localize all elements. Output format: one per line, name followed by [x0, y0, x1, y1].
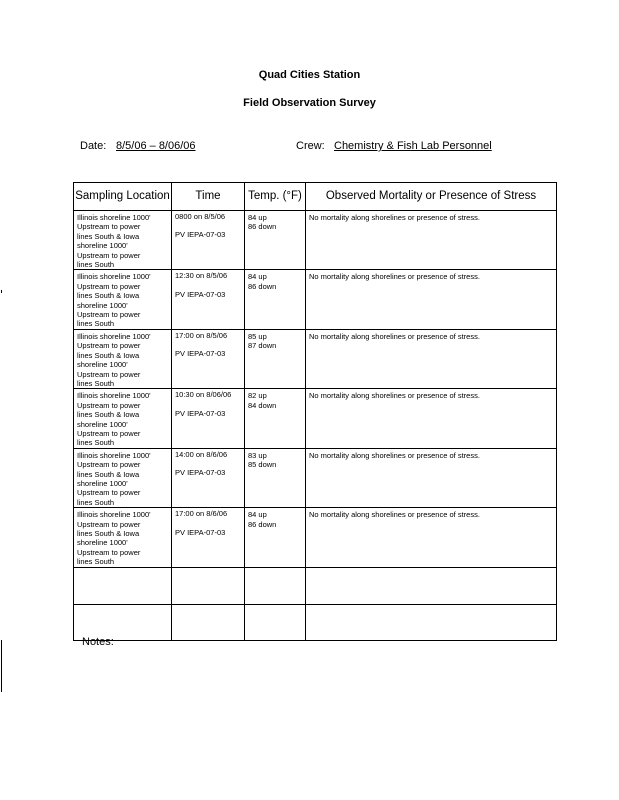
empty-cell [245, 567, 306, 604]
observation-cell: No mortality along shorelines or presence of stress. [306, 211, 557, 270]
empty-cell [245, 604, 306, 640]
col-header-observation: Observed Mortality or Presence of Stress [306, 183, 557, 211]
location-cell: Illinois shoreline 1000' Upstream to power lines South & Iowa shoreline 1000' Upstream to power lines South [74, 448, 172, 507]
observation-cell: No mortality along shorelines or presence of stress. [306, 329, 557, 388]
time-cell [172, 389, 245, 448]
time-value: 17:00 on 8/6/06 [175, 509, 228, 519]
location-cell: Illinois shoreline 1000' Upstream to power lines South & Iowa shoreline 1000' Upstream to power lines South [74, 270, 172, 329]
location-cell: Illinois shoreline 1000' Upstream to power lines South & Iowa shoreline 1000' Upstream to power lines South [74, 508, 172, 567]
observation-table [73, 182, 557, 641]
empty-cell [306, 604, 557, 640]
temp-cell: 84 up 86 down [245, 270, 306, 329]
empty-cell [74, 604, 172, 640]
temp-cell: 83 up 85 down [245, 448, 306, 507]
time-cell [172, 508, 245, 567]
observation-cell: No mortality along shorelines or presence of stress. [306, 389, 557, 448]
notes-label: Notes: [82, 636, 114, 648]
time-cell [172, 270, 245, 329]
table-row-empty [74, 567, 557, 604]
table-row [74, 508, 557, 567]
crew-label: Crew: [296, 140, 325, 152]
observation-cell: No mortality along shorelines or presence of stress. [306, 270, 557, 329]
table-row [74, 211, 557, 270]
permit-value: PV IEPA-07-03 [175, 349, 226, 359]
crew-value: Chemistry & Fish Lab Personnel [334, 140, 492, 152]
location-cell: Illinois shoreline 1000' Upstream to power lines South & Iowa shoreline 1000' Upstream to power lines South [74, 329, 172, 388]
table-header-row [74, 183, 557, 211]
scan-mark [1, 290, 2, 293]
survey-title: Field Observation Survey [243, 97, 376, 109]
temp-cell: 82 up 84 down [245, 389, 306, 448]
empty-cell [172, 604, 245, 640]
time-cell [172, 448, 245, 507]
date-label: Date: [80, 140, 107, 152]
empty-cell [172, 567, 245, 604]
permit-value: PV IEPA-07-03 [175, 527, 226, 537]
table-row [74, 448, 557, 507]
time-value: 17:00 on 8/5/06 [175, 330, 228, 340]
station-title: Quad Cities Station [258, 69, 361, 81]
permit-value: PV IEPA-07-03 [175, 230, 226, 240]
table-row [74, 329, 557, 388]
table-row-empty [74, 604, 557, 640]
temp-cell: 85 up 87 down [245, 329, 306, 388]
empty-cell [306, 567, 557, 604]
empty-cell [74, 567, 172, 604]
table-row [74, 389, 557, 448]
observation-cell: No mortality along shorelines or presence of stress. [306, 448, 557, 507]
time-cell [172, 211, 245, 270]
time-value: 10:30 on 8/06/06 [175, 390, 232, 400]
permit-value: PV IEPA-07-03 [175, 289, 226, 299]
observation-cell: No mortality along shorelines or presence of stress. [306, 508, 557, 567]
time-value: 14:00 on 8/6/06 [175, 449, 228, 459]
location-cell: Illinois shoreline 1000' Upstream to power lines South & Iowa shoreline 1000' Upstream to power lines South [74, 389, 172, 448]
time-value: 0800 on 8/5/06 [175, 212, 226, 221]
table-row [74, 270, 557, 329]
temp-cell: 84 up 86 down [245, 508, 306, 567]
time-value: 12:30 on 8/5/06 [175, 271, 228, 281]
permit-value: PV IEPA-07-03 [175, 408, 226, 418]
permit-value: PV IEPA-07-03 [175, 468, 226, 478]
temp-cell: 84 up 86 down [245, 211, 306, 270]
date-value: 8/5/06 – 8/06/06 [116, 140, 196, 152]
location-cell: Illinois shoreline 1000' Upstream to power lines South & Iowa shoreline 1000' Upstream to power lines South [74, 211, 172, 270]
col-header-time: Time [172, 183, 245, 211]
col-header-temp: Temp. (°F) [245, 183, 306, 211]
time-cell [172, 329, 245, 388]
col-header-location: Sampling Location [74, 183, 172, 211]
scan-mark [1, 640, 2, 692]
